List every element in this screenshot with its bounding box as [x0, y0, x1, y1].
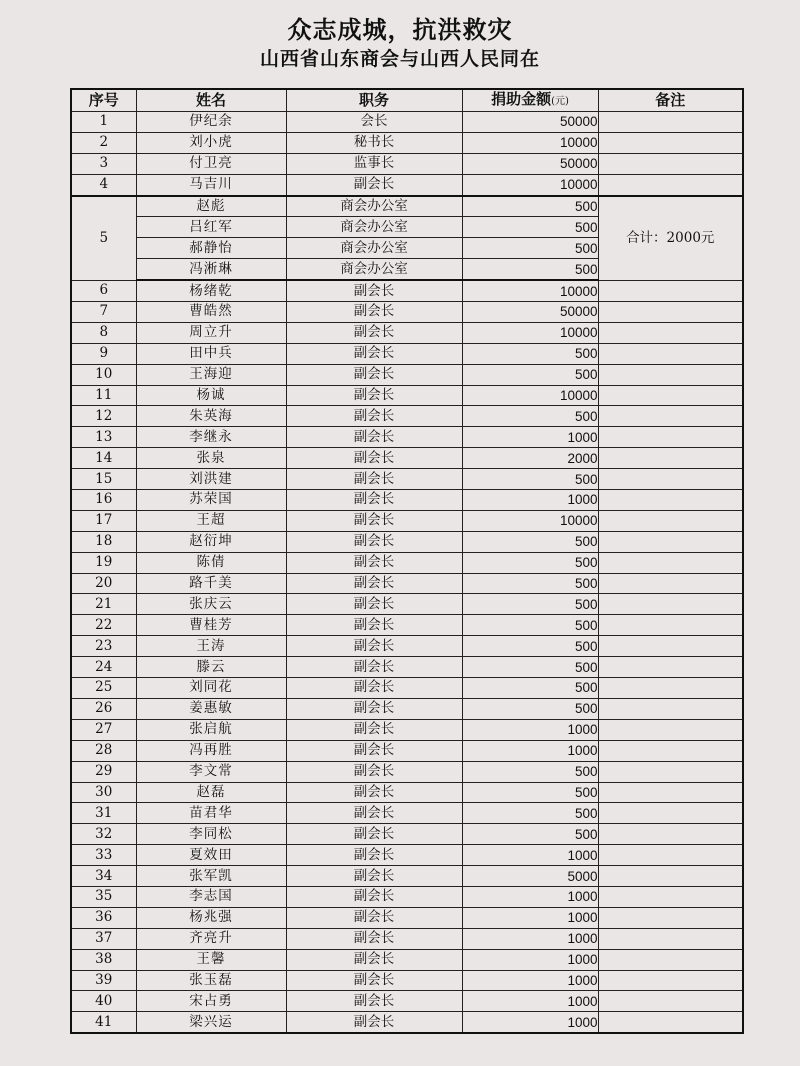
cell-amount: 1000 [462, 719, 598, 740]
cell-amount: 500 [462, 196, 598, 217]
cell-name: 李继永 [136, 427, 286, 448]
cell-name: 杨诚 [136, 385, 286, 406]
cell-no: 10 [71, 364, 136, 385]
cell-note [598, 991, 743, 1012]
table-row [71, 573, 743, 594]
cell-note [598, 678, 743, 699]
cell-name: 李同松 [136, 824, 286, 845]
cell-name: 夏效田 [136, 845, 286, 866]
cell-position: 副会长 [286, 657, 462, 678]
cell-no: 41 [71, 1012, 136, 1033]
cell-name: 宋占勇 [136, 991, 286, 1012]
header-name: 姓名 [136, 89, 286, 112]
cell-position: 副会长 [286, 573, 462, 594]
cell-name: 马吉川 [136, 174, 286, 195]
cell-no: 5 [71, 196, 136, 281]
cell-position: 副会长 [286, 174, 462, 195]
cell-position: 副会长 [286, 698, 462, 719]
table-row [71, 280, 743, 301]
cell-note [598, 343, 743, 364]
cell-amount: 500 [462, 531, 598, 552]
cell-position: 副会长 [286, 782, 462, 803]
cell-note [598, 302, 743, 323]
cell-name: 刘小虎 [136, 132, 286, 153]
cell-name: 王涛 [136, 636, 286, 657]
table-row [71, 719, 743, 740]
table-header-row [71, 89, 743, 112]
cell-no: 2 [71, 132, 136, 153]
cell-note [598, 469, 743, 490]
cell-name: 张启航 [136, 719, 286, 740]
cell-no: 3 [71, 153, 136, 174]
cell-name: 刘同花 [136, 678, 286, 699]
cell-name: 刘洪建 [136, 469, 286, 490]
cell-note [598, 385, 743, 406]
table-row [71, 302, 743, 323]
cell-name: 姜惠敏 [136, 698, 286, 719]
cell-note [598, 866, 743, 887]
cell-no: 34 [71, 866, 136, 887]
cell-position: 副会长 [286, 991, 462, 1012]
cell-no: 19 [71, 552, 136, 573]
cell-position: 商会办公室 [286, 259, 462, 280]
page-title: 众志成城，抗洪救灾 [287, 15, 513, 44]
cell-position: 副会长 [286, 469, 462, 490]
cell-no: 12 [71, 406, 136, 427]
cell-position: 副会长 [286, 280, 462, 301]
cell-position: 副会长 [286, 364, 462, 385]
cell-position: 副会长 [286, 322, 462, 343]
cell-amount: 10000 [462, 280, 598, 301]
cell-note [598, 1012, 743, 1033]
cell-position: 副会长 [286, 531, 462, 552]
cell-position: 副会长 [286, 928, 462, 949]
header-amount-unit: (元) [551, 96, 569, 107]
cell-no: 13 [71, 427, 136, 448]
cell-amount: 10000 [462, 510, 598, 531]
cell-no: 17 [71, 510, 136, 531]
header-note: 备注 [598, 89, 743, 112]
table-row [71, 490, 743, 511]
cell-name: 曹桂芳 [136, 615, 286, 636]
table-row [71, 761, 743, 782]
cell-note-group-total: 合计：2000元 [598, 196, 743, 281]
cell-note [598, 761, 743, 782]
cell-no: 8 [71, 322, 136, 343]
cell-amount: 1000 [462, 949, 598, 970]
cell-name: 朱英海 [136, 406, 286, 427]
cell-note [598, 552, 743, 573]
cell-no: 11 [71, 385, 136, 406]
cell-note [598, 132, 743, 153]
cell-note [598, 406, 743, 427]
cell-amount: 10000 [462, 322, 598, 343]
cell-name: 梁兴运 [136, 1012, 286, 1033]
cell-no: 40 [71, 991, 136, 1012]
cell-position: 商会办公室 [286, 217, 462, 238]
table-row [71, 196, 743, 217]
cell-amount: 50000 [462, 302, 598, 323]
cell-amount: 500 [462, 343, 598, 364]
cell-no: 25 [71, 678, 136, 699]
cell-amount: 5000 [462, 866, 598, 887]
cell-amount: 500 [462, 217, 598, 238]
cell-name: 冯再胜 [136, 740, 286, 761]
cell-note [598, 153, 743, 174]
cell-name: 田中兵 [136, 343, 286, 364]
cell-note [598, 364, 743, 385]
cell-no: 31 [71, 803, 136, 824]
cell-position: 副会长 [286, 761, 462, 782]
cell-name: 杨绪乾 [136, 280, 286, 301]
cell-name: 曹皓然 [136, 302, 286, 323]
cell-note [598, 740, 743, 761]
cell-name: 苏荣国 [136, 490, 286, 511]
table-row [71, 427, 743, 448]
cell-no: 22 [71, 615, 136, 636]
cell-position: 副会长 [286, 845, 462, 866]
cell-amount: 500 [462, 552, 598, 573]
cell-amount: 50000 [462, 112, 598, 133]
cell-note [598, 322, 743, 343]
table-row [71, 112, 743, 133]
cell-amount: 500 [462, 364, 598, 385]
cell-note [598, 719, 743, 740]
cell-position: 副会长 [286, 448, 462, 469]
cell-no: 37 [71, 928, 136, 949]
cell-amount: 500 [462, 803, 598, 824]
donation-table [70, 88, 744, 1034]
cell-name: 杨兆强 [136, 907, 286, 928]
cell-note [598, 928, 743, 949]
cell-position: 副会长 [286, 678, 462, 699]
cell-amount: 500 [462, 406, 598, 427]
table-body [71, 112, 743, 1034]
table-row [71, 132, 743, 153]
cell-note [598, 280, 743, 301]
cell-amount: 10000 [462, 132, 598, 153]
cell-name: 张泉 [136, 448, 286, 469]
header-position: 职务 [286, 89, 462, 112]
cell-position: 副会长 [286, 385, 462, 406]
cell-name: 周立升 [136, 322, 286, 343]
table-row [71, 531, 743, 552]
cell-note [598, 448, 743, 469]
cell-no: 6 [71, 280, 136, 301]
table-row [71, 824, 743, 845]
cell-note [598, 824, 743, 845]
cell-note [598, 112, 743, 133]
cell-position: 副会长 [286, 824, 462, 845]
cell-amount: 500 [462, 636, 598, 657]
cell-no: 18 [71, 531, 136, 552]
cell-amount: 500 [462, 238, 598, 259]
cell-position: 副会长 [286, 636, 462, 657]
table-row [71, 510, 743, 531]
cell-name: 路千美 [136, 573, 286, 594]
cell-note [598, 510, 743, 531]
cell-no: 24 [71, 657, 136, 678]
cell-position: 副会长 [286, 719, 462, 740]
table-row [71, 552, 743, 573]
cell-name: 齐亮升 [136, 928, 286, 949]
cell-amount: 500 [462, 761, 598, 782]
cell-no: 29 [71, 761, 136, 782]
cell-no: 14 [71, 448, 136, 469]
cell-amount: 1000 [462, 928, 598, 949]
cell-no: 35 [71, 886, 136, 907]
table-row [71, 469, 743, 490]
table-row [71, 991, 743, 1012]
table-row [71, 782, 743, 803]
cell-note [598, 531, 743, 552]
cell-name: 王馨 [136, 949, 286, 970]
cell-no: 7 [71, 302, 136, 323]
cell-note [598, 573, 743, 594]
cell-no: 33 [71, 845, 136, 866]
table-row [71, 907, 743, 928]
table-row [71, 364, 743, 385]
cell-name: 苗君华 [136, 803, 286, 824]
cell-name: 张玉磊 [136, 970, 286, 991]
cell-position: 副会长 [286, 510, 462, 531]
cell-position: 监事长 [286, 153, 462, 174]
cell-amount: 1000 [462, 427, 598, 448]
table-row [71, 385, 743, 406]
cell-amount: 1000 [462, 740, 598, 761]
table-row [71, 322, 743, 343]
cell-position: 副会长 [286, 970, 462, 991]
cell-amount: 500 [462, 782, 598, 803]
cell-name: 伊纪余 [136, 112, 286, 133]
cell-no: 28 [71, 740, 136, 761]
cell-amount: 10000 [462, 385, 598, 406]
cell-name: 张庆云 [136, 594, 286, 615]
cell-amount: 2000 [462, 448, 598, 469]
cell-position: 副会长 [286, 907, 462, 928]
cell-no: 36 [71, 907, 136, 928]
cell-position: 商会办公室 [286, 238, 462, 259]
cell-amount: 500 [462, 615, 598, 636]
cell-amount: 1000 [462, 490, 598, 511]
cell-name: 王海迎 [136, 364, 286, 385]
cell-note [598, 782, 743, 803]
cell-note [598, 615, 743, 636]
cell-position: 副会长 [286, 427, 462, 448]
cell-no: 20 [71, 573, 136, 594]
cell-name: 吕红军 [136, 217, 286, 238]
cell-note [598, 949, 743, 970]
cell-position: 副会长 [286, 803, 462, 824]
cell-position: 副会长 [286, 740, 462, 761]
cell-note [598, 490, 743, 511]
cell-name: 赵彪 [136, 196, 286, 217]
cell-no: 9 [71, 343, 136, 364]
cell-amount: 500 [462, 678, 598, 699]
cell-no: 4 [71, 174, 136, 195]
cell-position: 副会长 [286, 594, 462, 615]
cell-no: 21 [71, 594, 136, 615]
cell-name: 李文常 [136, 761, 286, 782]
cell-position: 副会长 [286, 949, 462, 970]
cell-position: 副会长 [286, 343, 462, 364]
cell-amount: 1000 [462, 991, 598, 1012]
cell-note [598, 427, 743, 448]
cell-amount: 10000 [462, 174, 598, 195]
table-row [71, 886, 743, 907]
cell-note [598, 970, 743, 991]
table-row [71, 594, 743, 615]
table-row [71, 1012, 743, 1033]
header-no: 序号 [71, 89, 136, 112]
cell-name: 冯淅琳 [136, 259, 286, 280]
cell-amount: 500 [462, 594, 598, 615]
table-row [71, 174, 743, 195]
table-row [71, 657, 743, 678]
header-amount [462, 89, 598, 112]
cell-no: 32 [71, 824, 136, 845]
cell-name: 赵衍坤 [136, 531, 286, 552]
cell-no: 1 [71, 112, 136, 133]
table-row [71, 153, 743, 174]
header-amount-label: 捐助金额 [491, 90, 552, 108]
table-row [71, 949, 743, 970]
table-row [71, 406, 743, 427]
cell-amount: 1000 [462, 845, 598, 866]
cell-amount: 500 [462, 469, 598, 490]
cell-amount: 1000 [462, 907, 598, 928]
cell-amount: 500 [462, 259, 598, 280]
cell-note [598, 698, 743, 719]
cell-position: 会长 [286, 112, 462, 133]
table-row [71, 343, 743, 364]
cell-note [598, 803, 743, 824]
table-row [71, 740, 743, 761]
cell-note [598, 886, 743, 907]
cell-amount: 500 [462, 824, 598, 845]
table-row [71, 803, 743, 824]
cell-position: 商会办公室 [286, 196, 462, 217]
table-row [71, 970, 743, 991]
cell-no: 39 [71, 970, 136, 991]
cell-amount: 500 [462, 698, 598, 719]
cell-note [598, 845, 743, 866]
page-subtitle: 山西省山东商会与山西人民同在 [259, 48, 540, 70]
cell-amount: 1000 [462, 970, 598, 991]
table-row [71, 928, 743, 949]
cell-name: 李志国 [136, 886, 286, 907]
cell-position: 副会长 [286, 866, 462, 887]
cell-name: 付卫亮 [136, 153, 286, 174]
cell-position: 副会长 [286, 406, 462, 427]
cell-name: 滕云 [136, 657, 286, 678]
cell-no: 30 [71, 782, 136, 803]
cell-position: 副会长 [286, 615, 462, 636]
table-row [71, 866, 743, 887]
cell-note [598, 657, 743, 678]
cell-position: 副会长 [286, 552, 462, 573]
cell-position: 副会长 [286, 1012, 462, 1033]
cell-note [598, 907, 743, 928]
cell-name: 陈倩 [136, 552, 286, 573]
cell-no: 15 [71, 469, 136, 490]
table-row [71, 636, 743, 657]
cell-position: 副会长 [286, 302, 462, 323]
cell-position: 秘书长 [286, 132, 462, 153]
table-row [71, 698, 743, 719]
cell-amount: 1000 [462, 886, 598, 907]
cell-name: 赵磊 [136, 782, 286, 803]
cell-no: 23 [71, 636, 136, 657]
cell-no: 26 [71, 698, 136, 719]
table-row [71, 678, 743, 699]
cell-position: 副会长 [286, 490, 462, 511]
table-row [71, 615, 743, 636]
cell-name: 郝静怡 [136, 238, 286, 259]
cell-name: 张军凯 [136, 866, 286, 887]
cell-note [598, 594, 743, 615]
table-row [71, 448, 743, 469]
cell-amount: 50000 [462, 153, 598, 174]
cell-amount: 500 [462, 657, 598, 678]
cell-note [598, 636, 743, 657]
cell-no: 16 [71, 490, 136, 511]
cell-amount: 500 [462, 573, 598, 594]
cell-note [598, 174, 743, 195]
table-row [71, 845, 743, 866]
cell-no: 27 [71, 719, 136, 740]
cell-no: 38 [71, 949, 136, 970]
cell-position: 副会长 [286, 886, 462, 907]
cell-name: 王超 [136, 510, 286, 531]
cell-amount: 1000 [462, 1012, 598, 1033]
